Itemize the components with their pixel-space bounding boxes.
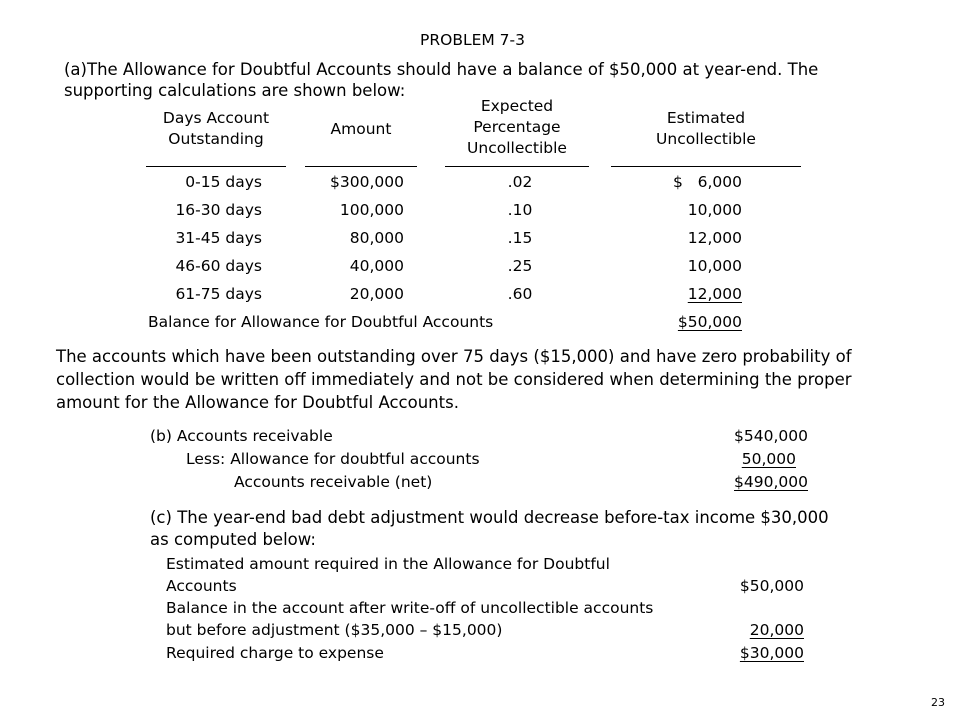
est-underlined-value: 12,000 bbox=[687, 285, 742, 303]
cell-amount: 80,000 bbox=[349, 229, 404, 247]
header-rule-est bbox=[611, 166, 801, 167]
cell-days: 61-75 days bbox=[175, 285, 262, 303]
part-c-line-2: as computed below: bbox=[150, 530, 316, 549]
total-value bbox=[620, 315, 742, 331]
cell-pct: .10 bbox=[507, 201, 533, 219]
part-c-item-value: $50,000 bbox=[739, 577, 804, 595]
part-b-value-2-text: 50,000 bbox=[741, 450, 796, 468]
cell-est bbox=[620, 287, 742, 303]
cell-amount: 40,000 bbox=[349, 257, 404, 275]
cell-amount: 100,000 bbox=[339, 201, 404, 219]
cell-pct: .60 bbox=[507, 285, 533, 303]
part-a-line-2: supporting calculations are shown below: bbox=[64, 81, 406, 100]
page-number: 23 bbox=[931, 696, 945, 709]
header-days-line-2: Outstanding bbox=[168, 130, 264, 148]
part-c-line-1: (c) The year-end bad debt adjustment would decrease before-tax income $30,000 bbox=[150, 508, 829, 527]
cell-est: 10,000 bbox=[687, 257, 742, 275]
paragraph-line-2: collection would be written off immediately and not be considered when determining the proper bbox=[56, 370, 852, 389]
cell-days: 0-15 days bbox=[185, 173, 262, 191]
cell-pct: .15 bbox=[507, 229, 533, 247]
header-rule-amount bbox=[305, 166, 417, 167]
part-c-item-label: Accounts bbox=[166, 577, 237, 595]
cell-days: 46-60 days bbox=[175, 257, 262, 275]
part-c-item-value-text: $30,000 bbox=[739, 644, 804, 662]
part-b-value-2 bbox=[680, 452, 796, 468]
part-b-value-3 bbox=[680, 475, 808, 491]
cell-amount: 20,000 bbox=[349, 285, 404, 303]
part-c-item-label: but before adjustment ($35,000 – $15,000) bbox=[166, 621, 503, 639]
part-a-line-1: (a)The Allowance for Doubtful Accounts should have a balance of $50,000 at year-end. The bbox=[64, 60, 819, 79]
part-c-item-value bbox=[680, 646, 804, 662]
header-amount: Amount bbox=[330, 120, 392, 138]
header-pct-line-3: Uncollectible bbox=[467, 139, 567, 157]
cell-days: 31-45 days bbox=[175, 229, 262, 247]
cell-est: 10,000 bbox=[687, 201, 742, 219]
paragraph-line-1: The accounts which have been outstanding over 75 days ($15,000) and have zero probability of bbox=[56, 347, 852, 366]
cell-est: $ 6,000 bbox=[672, 173, 742, 191]
cell-est: 12,000 bbox=[687, 229, 742, 247]
total-value-text: $50,000 bbox=[677, 313, 742, 331]
cell-pct: .02 bbox=[507, 173, 533, 191]
part-b-label-1: (b) Accounts receivable bbox=[150, 427, 333, 445]
header-rule-pct bbox=[445, 166, 589, 167]
part-b-value-1: $540,000 bbox=[734, 427, 808, 445]
header-days-line-1: Days Account bbox=[162, 109, 270, 127]
header-pct-line-2: Percentage bbox=[473, 118, 561, 136]
part-c-item-value-text: 20,000 bbox=[749, 621, 804, 639]
cell-amount: $300,000 bbox=[330, 173, 404, 191]
header-days bbox=[146, 108, 286, 150]
header-pct-line-1: Expected bbox=[480, 97, 554, 115]
cell-pct: .25 bbox=[507, 257, 533, 275]
part-c-item-value bbox=[680, 623, 804, 639]
part-b-label-3: Accounts receivable (net) bbox=[234, 473, 433, 491]
part-c-item-label: Balance in the account after write-off of uncollectible accounts bbox=[166, 599, 654, 617]
header-rule-days bbox=[146, 166, 286, 167]
cell-days: 16-30 days bbox=[175, 201, 262, 219]
paragraph-line-3: amount for the Allowance for Doubtful Accounts. bbox=[56, 393, 459, 412]
header-pct bbox=[445, 96, 589, 159]
header-est-line-1: Estimated bbox=[666, 109, 746, 127]
page-title: PROBLEM 7-3 bbox=[420, 31, 525, 49]
part-b-label-2: Less: Allowance for doubtful accounts bbox=[186, 450, 480, 468]
header-est-line-2: Uncollectible bbox=[656, 130, 756, 148]
part-b-value-3-text: $490,000 bbox=[734, 473, 808, 491]
part-c-item-label: Estimated amount required in the Allowance for Doubtful bbox=[166, 555, 610, 573]
part-c-item-label: Required charge to expense bbox=[166, 644, 384, 662]
total-label: Balance for Allowance for Doubtful Accounts bbox=[148, 313, 494, 331]
header-est bbox=[611, 108, 801, 150]
